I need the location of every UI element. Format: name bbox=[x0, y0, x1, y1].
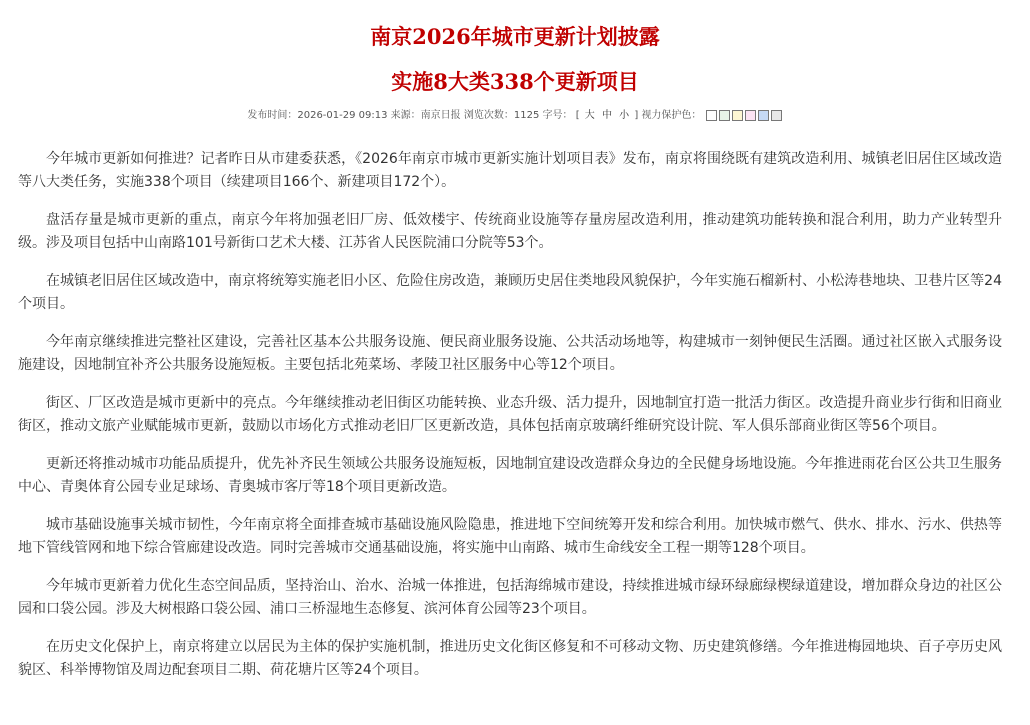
bracket-open: [ bbox=[575, 110, 580, 121]
eye-protect-color-swatch[interactable] bbox=[732, 110, 743, 121]
eye-protect-swatches bbox=[705, 108, 783, 124]
article-paragraph: 街区、厂区改造是城市更新中的亮点。今年继续推动老旧街区功能转换、业态升级、活力提升，因地制宜打造一批活力街区。改造提升商业步行街和旧商业街区，推动文旅产业赋能城市更新，鼓励以市场化方式推动老旧厂区更新改造，具体包括南京玻璃纤维研究设计院、军人俱乐部商业街区等56个项目。 bbox=[18, 395, 1002, 434]
eye-protect-color-swatch[interactable] bbox=[719, 110, 730, 121]
publish-label: 发布时间： bbox=[247, 110, 298, 121]
views-count: 1125 bbox=[513, 110, 540, 121]
article-title: 南京2026年城市更新计划披露 bbox=[370, 24, 660, 49]
article-paragraph: 更新还将推动城市功能品质提升，优先补齐民生领域公共服务设施短板，因地制宜建设改造群众身边的全民健身场地设施。今年推进雨花台区公共卫生服务中心、青奥体育公园专业足球场、青奥城市客厅等18个项目更新改造。 bbox=[18, 456, 1002, 495]
article-paragraph: 今年城市更新如何推进？记者昨日从市建委获悉，《2026年南京市城市更新实施计划项目表》发布，南京将围绕既有建筑改造利用、城镇老旧居住区域改造等八大类任务，实施338个项目（续建项目166个、新建项目172个）。 bbox=[18, 151, 1002, 190]
eye-protect-color-swatch[interactable] bbox=[706, 110, 717, 121]
bracket-close: ] bbox=[634, 110, 639, 121]
article-paragraph: 在城镇老旧居住区域改造中，南京将统筹实施老旧小区、危险住房改造，兼顾历史居住类地段风貌保护，今年实施石榴新村、小松涛巷地块、卫巷片区等24个项目。 bbox=[18, 273, 1002, 312]
article-paragraph: 今年城市更新着力优化生态空间品质，坚持治山、治水、治城一体推进，包括海绵城市建设，持续推进城市绿环绿廊绿楔绿道建设，增加群众身边的社区公园和口袋公园。涉及大树根路口袋公园、浦口三桥湿地生态修复、滨河体育公园等23个项目。 bbox=[18, 578, 1002, 617]
eye-protect-color-swatch[interactable] bbox=[771, 110, 782, 121]
source-label: 来源： bbox=[390, 110, 421, 121]
views-label: 浏览次数： bbox=[463, 110, 514, 121]
article-subtitle: 实施8大类338个更新项目 bbox=[391, 69, 639, 94]
font-large-button[interactable]: 大 bbox=[584, 110, 595, 121]
article-body bbox=[18, 148, 1002, 697]
article-paragraph: 今年南京继续推进完整社区建设，完善社区基本公共服务设施、便民商业服务设施、公共活动场地等，构建城市一刻钟便民生活圈。通过社区嵌入式服务设施建设，因地制宜补齐公共服务设施短板。主要包括北苑菜场、孝陵卫社区服务中心等12个项目。 bbox=[18, 334, 1002, 373]
publish-time: 2026-01-29 09:13 bbox=[297, 110, 388, 121]
article-paragraph: 盘活存量是城市更新的重点，南京今年将加强老旧厂房、低效楼宇、传统商业设施等存量房屋改造利用，推动建筑功能转换和混合利用，助力产业转型升级。涉及项目包括中山南路101号新街口艺术大楼、江苏省人民医院浦口分院等53个。 bbox=[18, 212, 1002, 251]
eye-protect-color-swatch[interactable] bbox=[745, 110, 756, 121]
eye-protect-label: 视力保护色： bbox=[641, 110, 702, 121]
source-name: 南京日报 bbox=[420, 110, 461, 121]
font-size-label: 字号： bbox=[542, 110, 573, 121]
article-paragraph: 在历史文化保护上，南京将建立以居民为主体的保护实施机制，推进历史文化街区修复和不可移动文物、历史建筑修缮。今年推进梅园地块、百子亭历史风貌区、科举博物馆及周边配套项目二期、荷花塘片区等24个项目。 bbox=[18, 639, 1002, 678]
eye-protect-color-swatch[interactable] bbox=[758, 110, 769, 121]
article-paragraph: 城市基础设施事关城市韧性，今年南京将全面排查城市基础设施风险隐患，推进地下空间统筹开发和综合利用。加快城市燃气、供水、排水、污水、供热等地下管线管网和地下综合管廊建设改造。同时完善城市交通基础设施，将实施中山南路、城市生命线安全工程一期等128个项目。 bbox=[18, 517, 1002, 556]
article-meta bbox=[0, 108, 1030, 124]
font-small-button[interactable]: 小 bbox=[619, 110, 630, 121]
font-medium-button[interactable]: 中 bbox=[601, 110, 612, 121]
